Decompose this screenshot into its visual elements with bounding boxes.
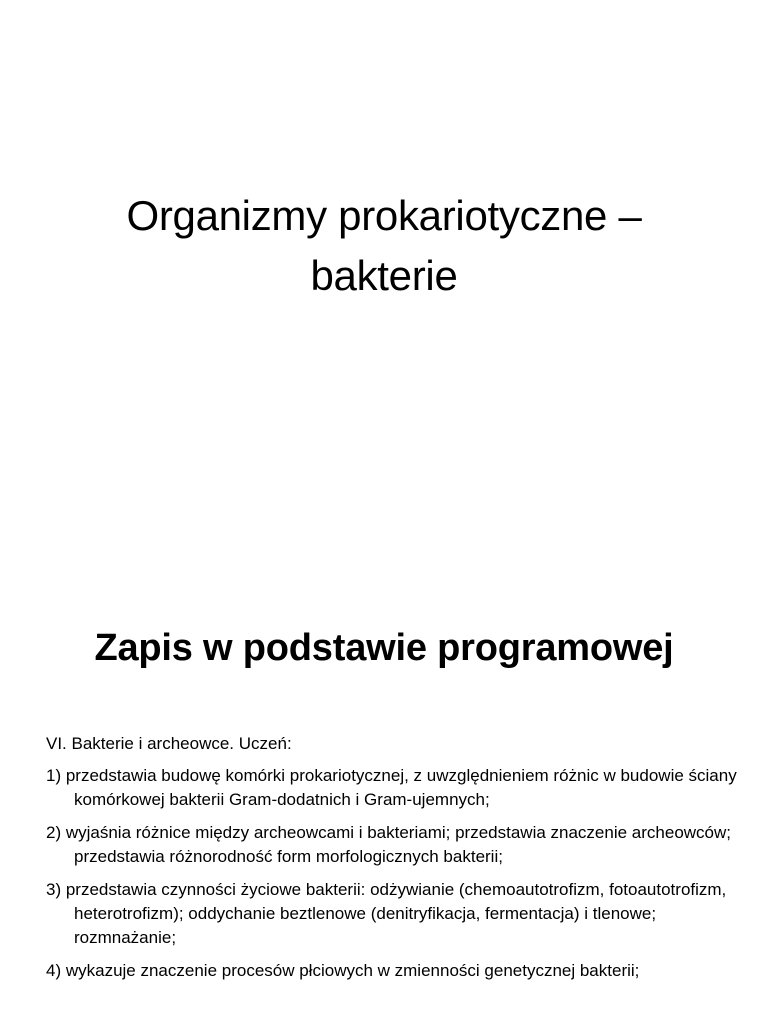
slide-title-line-2: bakterie (310, 252, 458, 299)
section-intro: VI. Bakterie i archeowce. Uczeń: (46, 734, 292, 753)
curriculum-item-3: 3) przedstawia czynności życiowe bakterii: odżywianie (chemoautotrofizm, fotoautotrofizm, heterotrofizm); oddychanie beztlenowe (denitryfikacja, fermentacja) i tlenowe; rozmnażanie; (46, 880, 727, 947)
slide-title-heading (40, 186, 728, 306)
curriculum-list (46, 764, 738, 983)
curriculum-item-1: 1) przedstawia budowę komórki prokariotycznej, z uwzględnieniem różnic w budowie ściany komórkowej bakterii Gram-dodatnich i Gram-ujemnych; (46, 766, 737, 809)
slide-curriculum-body (46, 732, 738, 992)
curriculum-item-4: 4) wykazuje znaczenie procesów płciowych w zmienności genetycznej bakterii; (46, 961, 640, 980)
slide-curriculum (0, 576, 768, 1024)
curriculum-item-2: 2) wyjaśnia różnice między archeowcami i bakteriami; przedstawia znaczenie archeowców; przedstawia różnorodność form morfologicznych bakterii; (46, 823, 732, 866)
slide-title-line-1: Organizmy prokariotyczne – (126, 192, 642, 239)
slide-curriculum-heading: Zapis w podstawie programowej (94, 627, 674, 669)
